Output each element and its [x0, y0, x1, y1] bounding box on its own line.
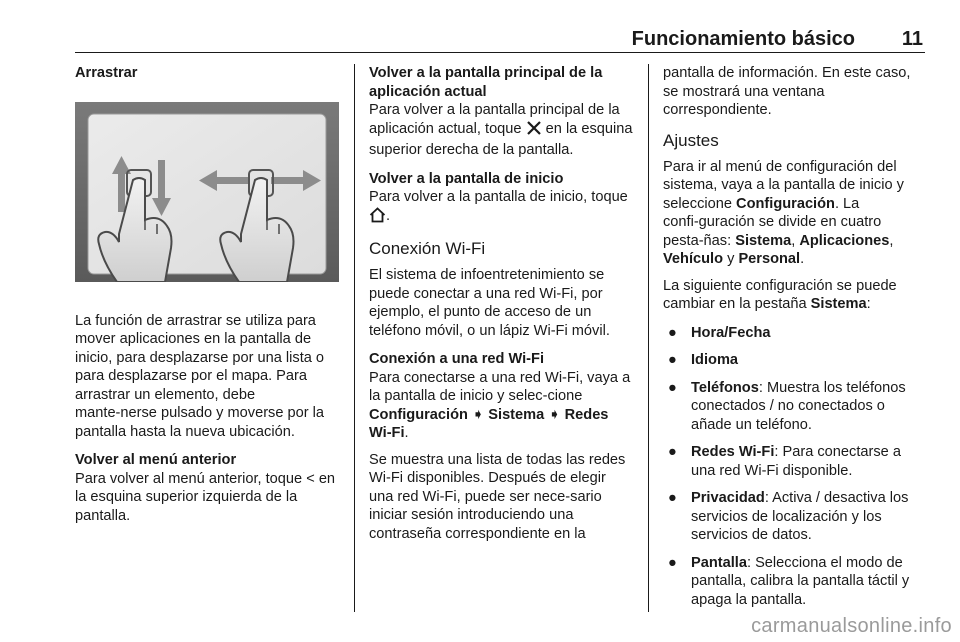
- bullet-term: Pantalla: [691, 554, 747, 571]
- close-icon: [526, 120, 542, 142]
- settings-end: .: [800, 251, 805, 267]
- column-divider-2: [648, 64, 649, 612]
- section-heading-back-menu: Volver al menú anterior: [75, 452, 237, 468]
- bullet-icon: ●: [668, 324, 677, 341]
- info-screen-continuation: pantalla de información. En este caso, se mostrará una ventana correspondiente.: [663, 65, 911, 118]
- list-item: [663, 351, 928, 370]
- bullet-term: Privacidad: [691, 490, 765, 506]
- connect-end: .: [404, 425, 409, 441]
- list-item: [663, 554, 928, 610]
- home-icon: [369, 207, 386, 229]
- section-heading-drag: Arrastrar: [75, 65, 138, 81]
- back-menu-description: [75, 470, 340, 526]
- bullet-icon: ●: [668, 352, 677, 368]
- path-arrow-icon: ➧: [471, 406, 485, 423]
- section-heading-home: Volver a la pantalla de inicio: [369, 170, 564, 187]
- changes-tab-sistema: Sistema: [810, 296, 867, 312]
- bullet-term: Teléfonos: [691, 379, 759, 396]
- app-main-text-a: Para volver a la pantalla principal de la aplicación actual, toque: [369, 102, 620, 137]
- settings-configuracion: Configuración: [736, 195, 835, 212]
- home-text-b: .: [386, 207, 391, 224]
- column-1: [75, 64, 340, 535]
- settings-description: [663, 158, 928, 269]
- bullet-term: Redes Wi-Fi: [691, 444, 775, 460]
- column-divider-1: [354, 64, 355, 612]
- list-item: [663, 324, 928, 343]
- drag-gesture-illustration: [75, 102, 339, 282]
- sep-1: ,: [791, 232, 796, 249]
- back-menu-text-a: Para volver al menú anterior, toque: [75, 470, 303, 487]
- section-heading-connect-wifi: Conexión a una red Wi-Fi: [369, 351, 545, 367]
- bullet-icon: ●: [668, 379, 677, 396]
- drag-gesture-image: [75, 102, 339, 282]
- path-redes-wifi: Redes Wi-Fi: [369, 406, 609, 441]
- settings-text-b: . La confi‑guración se divide en cuatro pesta‑ñas:: [663, 195, 882, 249]
- settings-changes-intro: [663, 277, 928, 314]
- bullet-desc: : Muestra los teléfonos conectados / no conectados o añade un teléfono.: [691, 379, 906, 433]
- back-chevron-icon: <: [306, 470, 315, 487]
- changes-colon: :: [866, 296, 871, 312]
- section-heading-app-main: Volver a la pantalla principal de la aplicación actual: [369, 65, 603, 100]
- tab-sistema: Sistema: [735, 232, 792, 249]
- sep-3: y: [727, 251, 735, 267]
- settings-text-a: Para ir al menú de configuración del sistema, vaya a la pantalla de inicio y seleccione: [663, 158, 904, 212]
- path-sistema: Sistema: [488, 406, 545, 423]
- home-description: [369, 188, 633, 228]
- watermark: carmanualsonline.info: [751, 615, 952, 637]
- bullet-desc: : Para conectarse a una red Wi-Fi disponible.: [691, 444, 901, 479]
- app-main-description: [369, 101, 633, 160]
- settings-bullet-list: [663, 324, 928, 610]
- bullet-desc: : Activa / desactiva los servicios de localización y los servicios de datos.: [691, 490, 909, 543]
- path-arrow-icon: ➧: [548, 406, 561, 423]
- bullet-term: Idioma: [691, 352, 739, 368]
- tab-vehiculo: Vehículo: [663, 251, 724, 267]
- list-item: [663, 489, 928, 545]
- path-configuracion: Configuración: [369, 406, 468, 423]
- bullet-term: Hora/Fecha: [691, 324, 771, 341]
- wifi-description: El sistema de infoentretenimiento se puede conectar a una red Wi-Fi, por ejemplo, el punto de acceso de un teléfono móvil, o un lápiz Wi-Fi móvil.: [369, 267, 610, 339]
- app-main-text-b: en la esquina superior derecha de la pantalla.: [369, 120, 633, 158]
- list-item: [663, 379, 928, 435]
- home-text-a: Para volver a la pantalla de inicio, toque: [369, 189, 628, 205]
- bullet-icon: ●: [668, 444, 677, 460]
- column-3: [663, 64, 928, 618]
- wifi-list-description: Se muestra una lista de todas las redes Wi-Fi disponibles. Después de elegir una red Wi-Fi, puede ser nece‑sario iniciar sesión introduciendo una contraseña correspondiente en la: [369, 451, 626, 542]
- bullet-icon: ●: [668, 490, 677, 506]
- section-heading-wifi: Conexión Wi-Fi: [369, 239, 486, 258]
- connect-text-a: Para conectarse a una red Wi-Fi, vaya a la pantalla de inicio y selec‑cione: [369, 369, 631, 404]
- page-header: [75, 26, 925, 53]
- drag-description: La función de arrastrar se utiliza para mover aplicaciones en la pantalla de inicio, para desplazarse por una lista o para desplazarse por el mapa. Para arrastrar un elemento, debe mante‑nerse pulsado y moverse por la pantalla hasta la nueva ubicación.: [75, 312, 325, 440]
- page-number: 11: [901, 28, 923, 50]
- connect-wifi-description: [369, 369, 633, 443]
- back-menu-text-b: en la esquina superior izquierda de la pantalla.: [75, 470, 336, 524]
- section-heading-settings: Ajustes: [663, 130, 719, 150]
- bullet-desc: : Selecciona el modo de pantalla, calibra la pantalla táctil y apaga la pantalla.: [691, 554, 910, 608]
- column-2: [369, 64, 633, 553]
- list-item: [663, 443, 928, 480]
- sep-2: ,: [889, 232, 894, 249]
- changes-text: La siguiente configuración se puede cambiar en la pestaña: [663, 277, 897, 312]
- tab-aplicaciones: Aplicaciones: [799, 232, 890, 249]
- bullet-icon: ●: [668, 554, 677, 571]
- tab-personal: Personal: [738, 251, 801, 267]
- page-title: Funcionamiento básico: [631, 28, 855, 50]
